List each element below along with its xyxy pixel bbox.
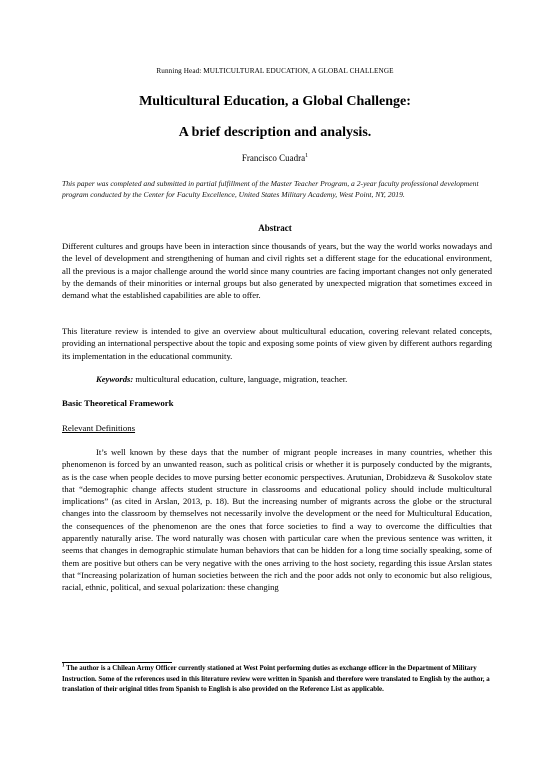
running-head: Running Head: MULTICULTURAL EDUCATION, A GLOBAL CHALLENGE	[156, 67, 394, 75]
author-footnote-mark: 1	[305, 153, 309, 159]
keywords-line	[96, 373, 496, 385]
section-heading: Basic Theoretical Framework	[62, 398, 174, 408]
submission-note: This paper was completed and submitted in partial fulfillment of the Master Teacher Program, a 2-year faculty professional development program conducted by the Center for Faculty Excellence, United States Military Academy, West Point, NY, 2019.	[62, 179, 479, 200]
footnote-text: The author is a Chilean Army Officer currently stationed at West Point performing duties as exchange officer in the Department of Military Instruction. Some of the references used in this literature review were written in Spanish and therefore were translated to English by the author, a translation of their original titles from Spanish to English is also provided on the Reference List as applicable.	[62, 665, 490, 694]
abstract-paragraph-1: Different cultures and groups have been in interaction since thousands of years, but the way the world works nowadays and the level of development and strengthening of human and civil rights set a different stage for the educational environment, all the previous is a major challenge around the world since many countries are facing important changes not only generated by the demands of their minorities or internal groups but also generated by unexpected migration that sometimes exceed in demand what the established capabilities are able to offer.	[62, 241, 492, 301]
footnote-mark: 1	[62, 663, 65, 669]
author-name: Francisco Cuadra	[241, 153, 306, 163]
abstract-paragraph-2: This literature review is intended to give an overview about multicultural education, covering relevant related concepts, providing an international perspective about the topic and exposing some points of view given by different authors regarding its implementation in the educational community.	[62, 326, 492, 361]
author-line	[0, 153, 550, 163]
title-line-2: A brief description and analysis.	[178, 125, 372, 140]
abstract-heading: Abstract	[258, 223, 292, 233]
footnote	[62, 664, 492, 696]
body-paragraph: It’s well known by these days that the number of migrant people increases in many countries, whether this phenomenon is forced by an unwanted reason, such as political crisis or whether it is purposely conducted by the migrants, as is the case when people decides to move pursing better economic perspectives. Arutunian, Drobidzeva & Susokolov state that “demographic change affects student structure in classrooms and educational policy should include multicultural implications” (as cited in Arslan, 2013, p. 18). But the increasing number of migrants across the globe or the structural changes into the classroom by themselves not necessarily involve the development or the need for Multicultural Education, the consequences of the phenomenon are the ones that force societies to find a way to overcome the difficulties that apparently naturally arise. The word naturally was chosen with particular care when the previous sentence was written, it seems that changes in demographic stimulate human behaviors that can be hidden for a long time socially speaking, some of them are positive but others can be very negative with the ones arriving to the host society, regarding this issue Arslan states that “Increasing polarization of human societies between the rich and the poor adds not only to economic but also religious, racial, ethnic, political, and sexual polarization: these changing	[62, 447, 492, 593]
keywords-label: Keywords:	[96, 374, 134, 384]
subsection-heading: Relevant Definitions	[62, 423, 136, 433]
footnote-divider	[62, 662, 172, 663]
keywords-text: multicultural education, culture, language, migration, teacher.	[133, 374, 348, 384]
title-line-1: Multicultural Education, a Global Challenge:	[139, 94, 411, 109]
